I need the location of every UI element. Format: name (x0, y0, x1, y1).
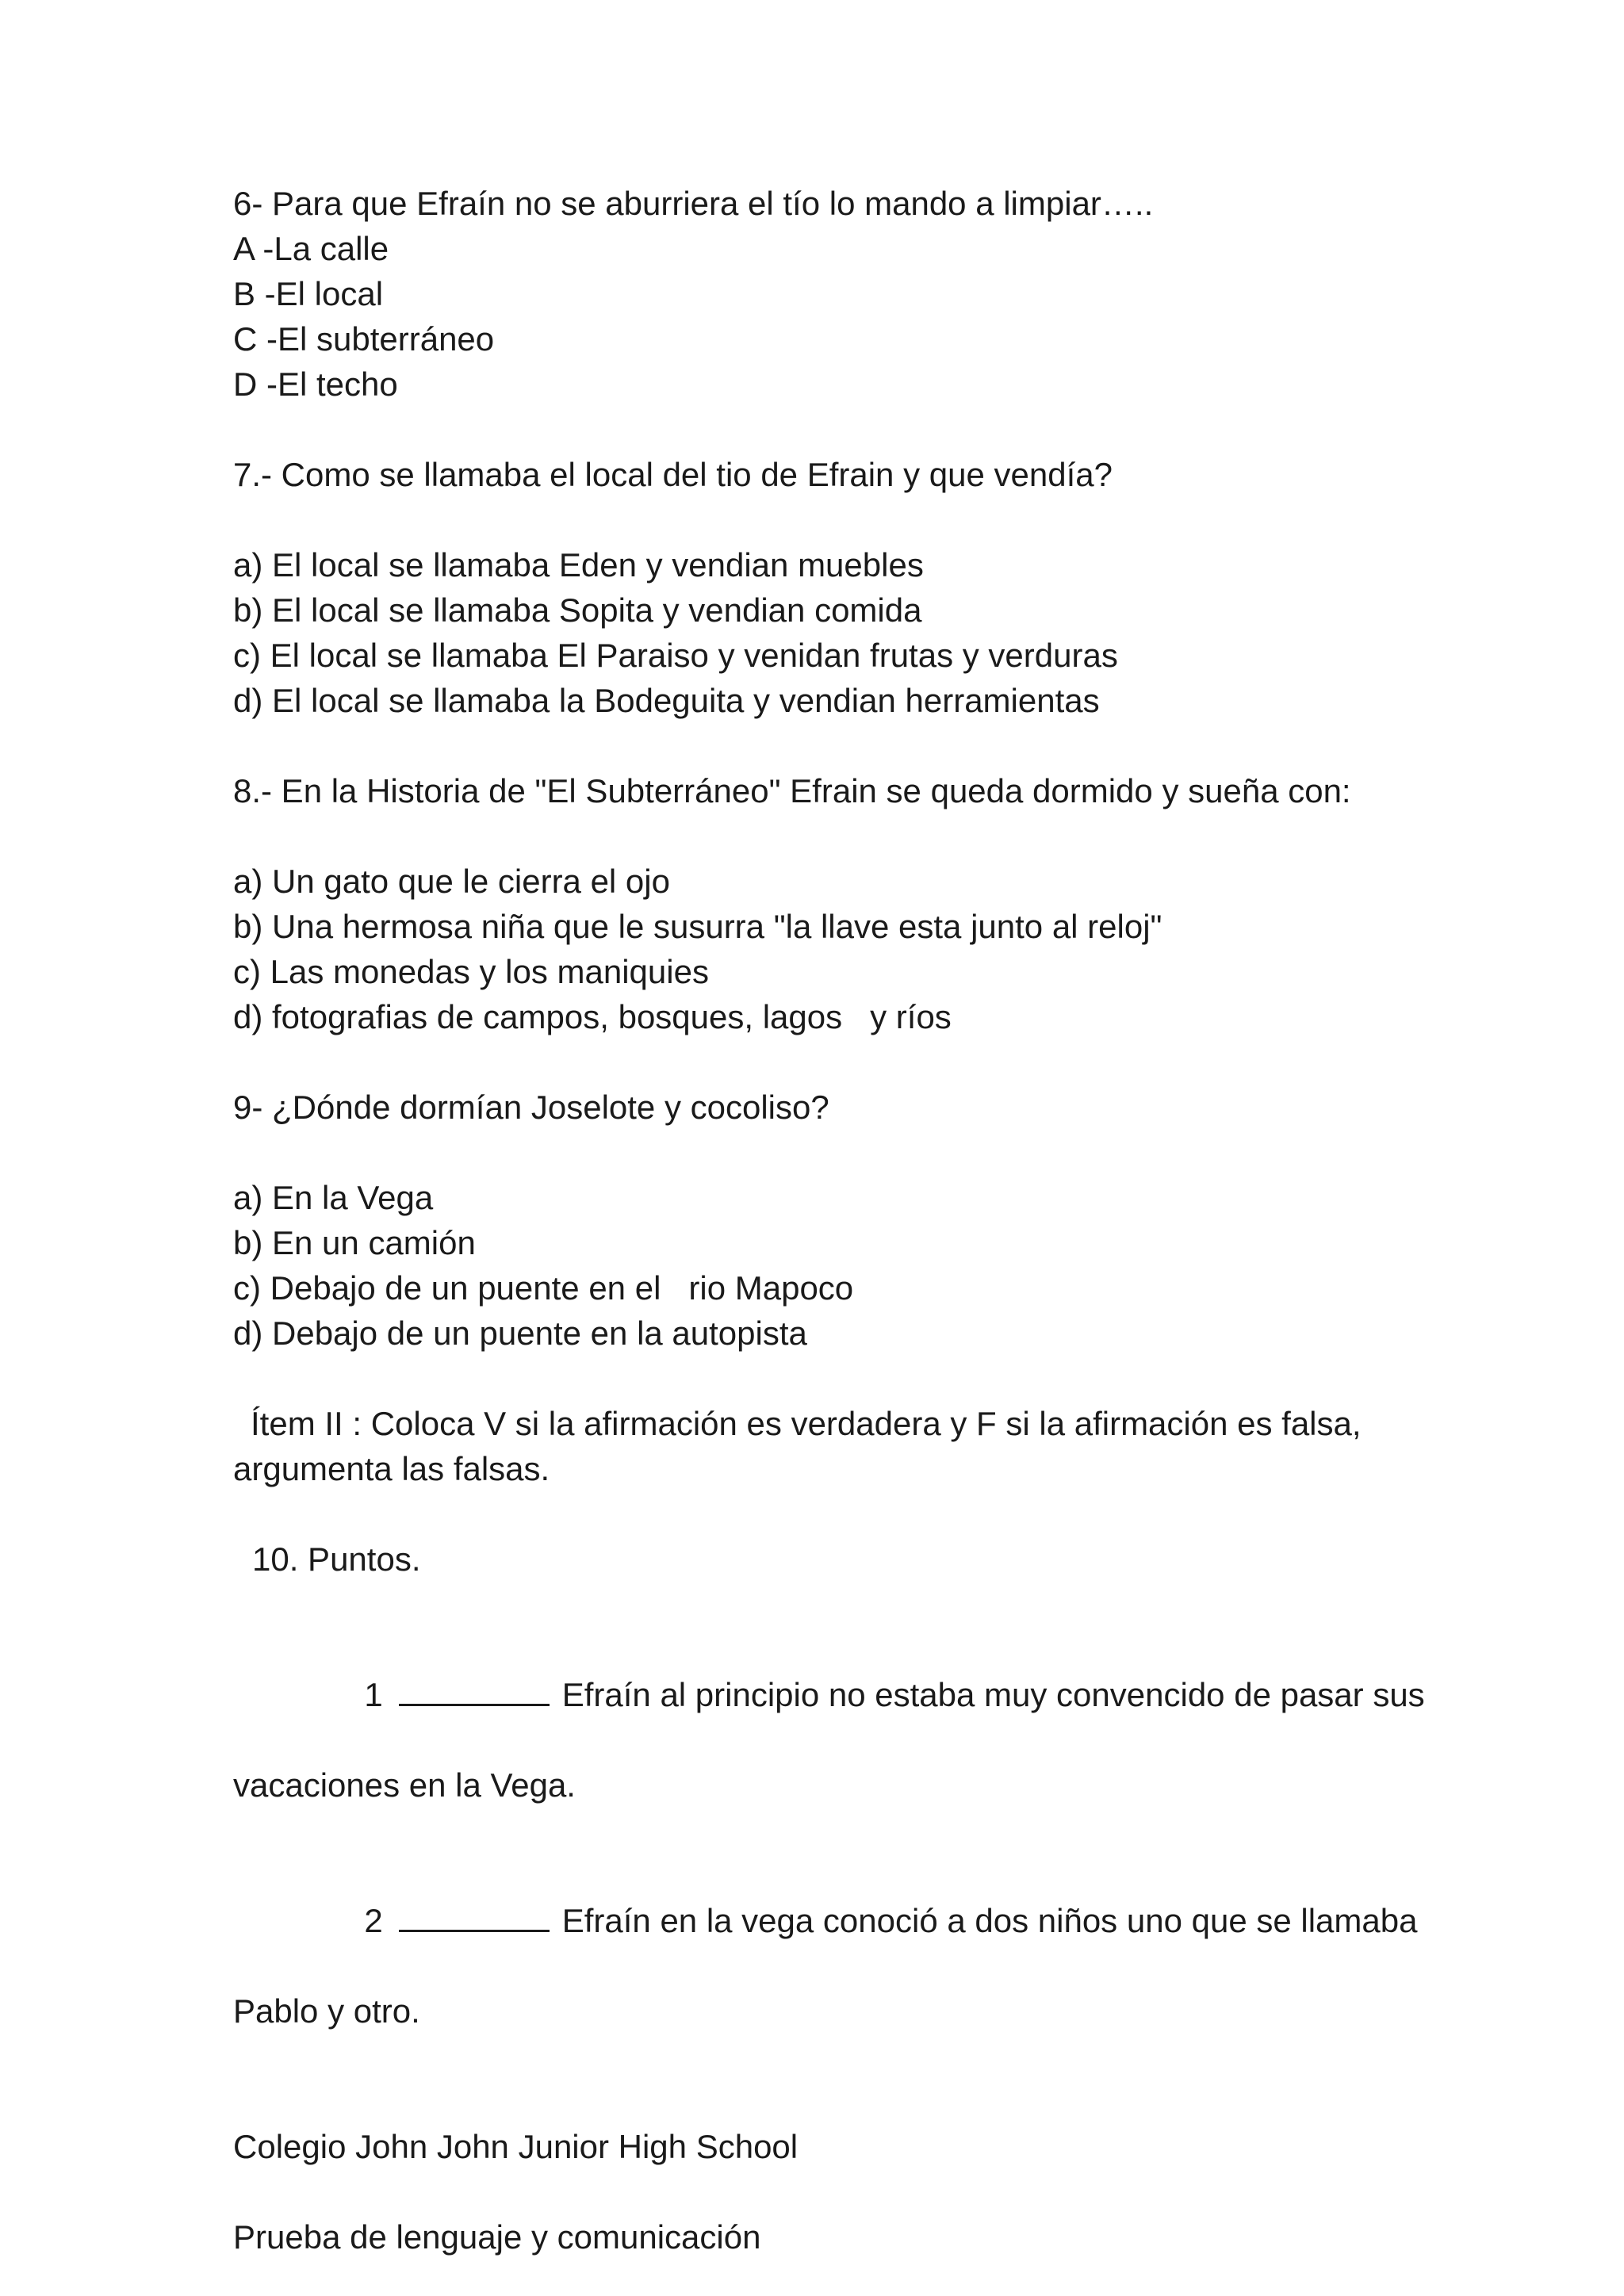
item-ii-section (233, 1401, 1465, 2034)
spacer (233, 1039, 1465, 1085)
answer-option: A -La calle (233, 230, 389, 267)
true-false-statement (233, 1853, 1465, 2034)
answer-blank[interactable] (399, 1901, 550, 1932)
spacer (233, 1356, 1465, 1401)
spacer (233, 1130, 1465, 1175)
true-false-statement (233, 1627, 1465, 1808)
answer-option: b) Una hermosa niña que le susurra "la llave esta junto al reloj" (233, 908, 1162, 945)
spacer (233, 2169, 1465, 2214)
answer-blank[interactable] (399, 1675, 550, 1706)
question-prompt: 7.- Como se llamaba el local del tio de Efrain y que vendía? (233, 456, 1113, 493)
statement-number: 1 (364, 1676, 383, 1713)
answer-option: D -El techo (233, 365, 398, 403)
spacer (233, 1491, 1465, 1536)
spacer (233, 813, 1465, 859)
spacer (233, 1582, 1465, 1627)
spacer (233, 2034, 1465, 2124)
answer-option: b) El local se llamaba Sopita y vendian comida (233, 591, 922, 629)
answer-option: d) El local se llamaba la Bodeguita y vendian herramientas (233, 682, 1100, 719)
answer-option: B -El local (233, 275, 384, 312)
statement-text: Efraín al principio no estaba muy convencido de pasar sus (561, 1676, 1425, 1713)
test-title: Prueba de lenguaje y comunicación (233, 2218, 761, 2256)
answer-option: c) El local se llamaba El Paraiso y venidan frutas y verduras (233, 637, 1118, 674)
spacer (233, 497, 1465, 542)
answer-option: c) Debajo de un puente en el rio Mapoco (233, 1269, 854, 1307)
question-9 (233, 1085, 1465, 1356)
answer-option: c) Las monedas y los maniquies (233, 953, 709, 990)
question-prompt: 6- Para que Efraín no se aburriera el tío lo mando a limpiar….. (233, 185, 1154, 222)
question-6 (233, 181, 1465, 407)
answer-option: a) El local se llamaba Eden y vendian muebles (233, 546, 924, 584)
statement-text: Efraín en la vega conoció a dos niños uno que se llamaba (561, 1902, 1418, 1939)
question-8 (233, 768, 1465, 1039)
answer-option: b) En un camión (233, 1224, 476, 1261)
answer-option: a) Un gato que le cierra el ojo (233, 863, 670, 900)
answer-option: d) Debajo de un puente en la autopista (233, 1314, 807, 1352)
spacer (233, 407, 1465, 452)
school-header (233, 2124, 1465, 2260)
school-name: Colegio John John Junior High School (233, 2128, 799, 2165)
question-prompt: 8.- En la Historia de "El Subterráneo" Efrain se queda dormido y sueña con: (233, 772, 1351, 809)
question-7 (233, 452, 1465, 723)
item-ii-instruction: Ítem II : Coloca V si la afirmación es verdadera y F si la afirmación es falsa, (251, 1405, 1362, 1442)
statement-text-continued: Pablo y otro. (233, 1992, 420, 2030)
spacer (233, 723, 1465, 768)
answer-option: a) En la Vega (233, 1179, 434, 1216)
question-prompt: 9- ¿Dónde dormían Joselote y cocoliso? (233, 1089, 829, 1126)
answer-option: d) fotografias de campos, bosques, lagos y ríos (233, 998, 952, 1035)
answer-option: C -El subterráneo (233, 320, 495, 358)
spacer (233, 1808, 1465, 1853)
points-label: 10. Puntos. (252, 1540, 421, 1578)
statement-text-continued: vacaciones en la Vega. (233, 1766, 576, 1804)
statement-number: 2 (364, 1902, 383, 1939)
item-ii-instruction-continued: argumenta las falsas. (233, 1450, 550, 1487)
